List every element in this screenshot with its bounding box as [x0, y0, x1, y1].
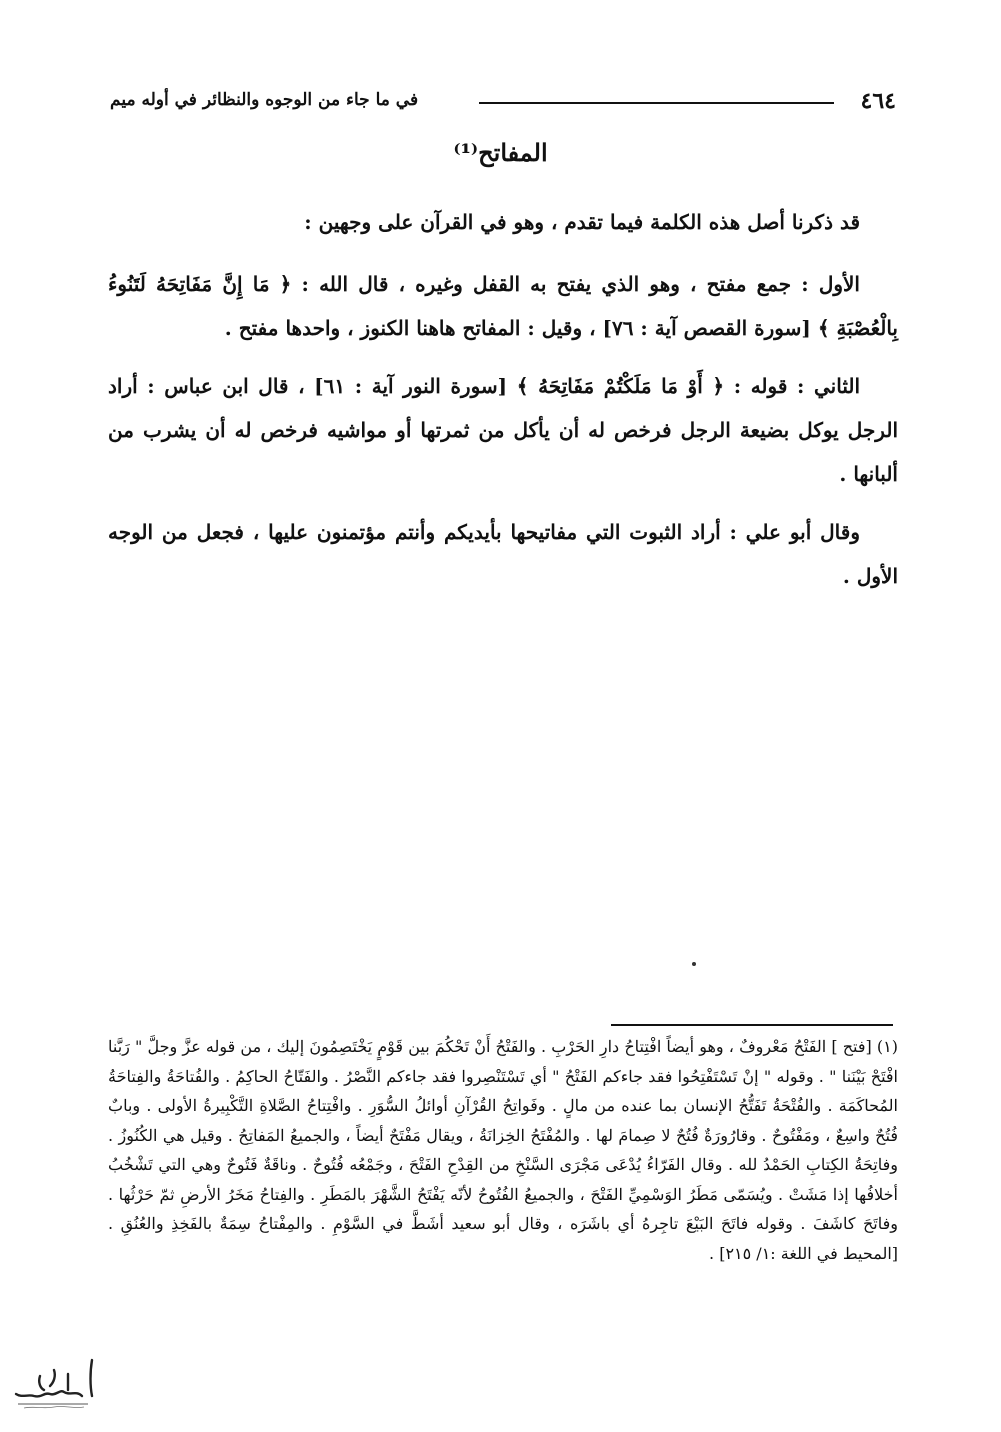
paragraph: الأول : جمع مفتح ، وهو الذي يفتح به القفل وغيره ، قال الله : ﴿ مَا إِنَّ مَفَاتِحَهُ لَتَنُوءُ بِالْعُصْبَةِ ﴾ [سورة القصص آية : ٧٦] ، وقيل : المفاتح هاهنا الكنوز ، واحدها مفتح . [108, 272, 898, 340]
header-rule [479, 102, 834, 104]
running-title: في ما جاء من الوجوه والنظائر في أوله ميم [110, 90, 419, 110]
body-text [108, 200, 898, 612]
paragraph: وقال أبو علي : أراد الثبوت التي مفاتيحها بأيديكم وأنتم مؤتمنون عليها ، فجعل من الوجه الأول . [108, 520, 898, 588]
page-number: ٤٦٤ [860, 88, 896, 114]
paragraph: الثاني : قوله : ﴿ أَوْ مَا مَلَكْتُمْ مَفَاتِحَهُ ﴾ [سورة النور آية : ٦١] ، قال ابن عباس : أراد الرجل يوكل بضيعة الرجل فرخص له أن يأكل من ثمرتها أو مواشيه فرخص له أن يشرب من ألبانها . [108, 374, 898, 486]
signature-logo [4, 1352, 102, 1412]
paragraph: قد ذكرنا أصل هذه الكلمة فيما تقدم ، وهو في القرآن على وجهين : [304, 210, 860, 234]
stray-dot [692, 962, 696, 966]
footnote: (١) [فتح ] الفَتْحُ مَعْروفٌ ، وهو أيضاً افْتِتاحُ دارِ الحَرْبِ . والفَتْحُ أَنْ تَحْكُمَ بين قَوْمٍ يَخْتَصِمُونَ إليك ، من قوله عزَّ وجلَّ " رَبَّنا افْتَحْ بَيْنَنا " . وقوله " إنْ تَسْتَفْتِحُوا فقد جاءكم الفَتْحُ " أي تَسْتَنْصِروا فقد جاءكم النَّصْرُ . والفَتّاحُ الحاكِمُ . والفُتاحَةُ والفِتاحَةُ المُحاكَمَة . والفُتْحَةُ تَفَتُّحُ الإنسان بما عنده من مالٍ . وفَواتِحُ القُرْآنِ أوائلُ السُّوَرِ . وافْتِتاحُ الصَّلاةِ التَّكْبِيرةُ الأولى . وبابٌ فُتُحٌ واسِعٌ ، ومَفْتُوحٌ . وقارُورَةٌ فُتُحٌ لا صِمامَ لها . والمُفْتَحُ الخِزانَةُ ، ويقال مَفْتَحٌ أيضاً ، والجميعُ المَفاتِحُ . وقيل هي الكُنُوزُ . وفاتِحَةُ الكِتابِ الحَمْدُ لله . وقال الفَرّاءُ يُدْعَى مَجْرَى السَّنْخِ من القِدْحِ الفَتْحَ ، وجَمْعُه فُتُوحٌ . وناقَةٌ فَتُوحٌ وهي التي تَشْخُبُ أخلافُها إذا مَشَتْ . ويُسَمّى مَطَرُ الوَسْمِيِّ الفَتْحَ ، والجميعُ الفُتُوحُ لأنّه يَفْتَحُ الشَّهْرَ بالمَطَرِ . والفِتاحُ مَخَرُ الأرضِ ثمّ حَرْثُها . وفاتَحَ كاشَفَ . وقوله فاتَحَ البَيْعَ تاجِرهُ أي باشَرَه ، وقال أبو سعيد أشَطَّ في السَّوْمِ . والمِفْتاحُ سِمَةٌ بالفَخِذِ والعُنُقِ . [المحيط في اللغة :١/ ٢١٥] . [108, 1037, 899, 1263]
footnote-separator [611, 1024, 893, 1026]
section-title: المفاتح⁽¹⁾ [453, 138, 548, 167]
running-header [110, 86, 896, 116]
